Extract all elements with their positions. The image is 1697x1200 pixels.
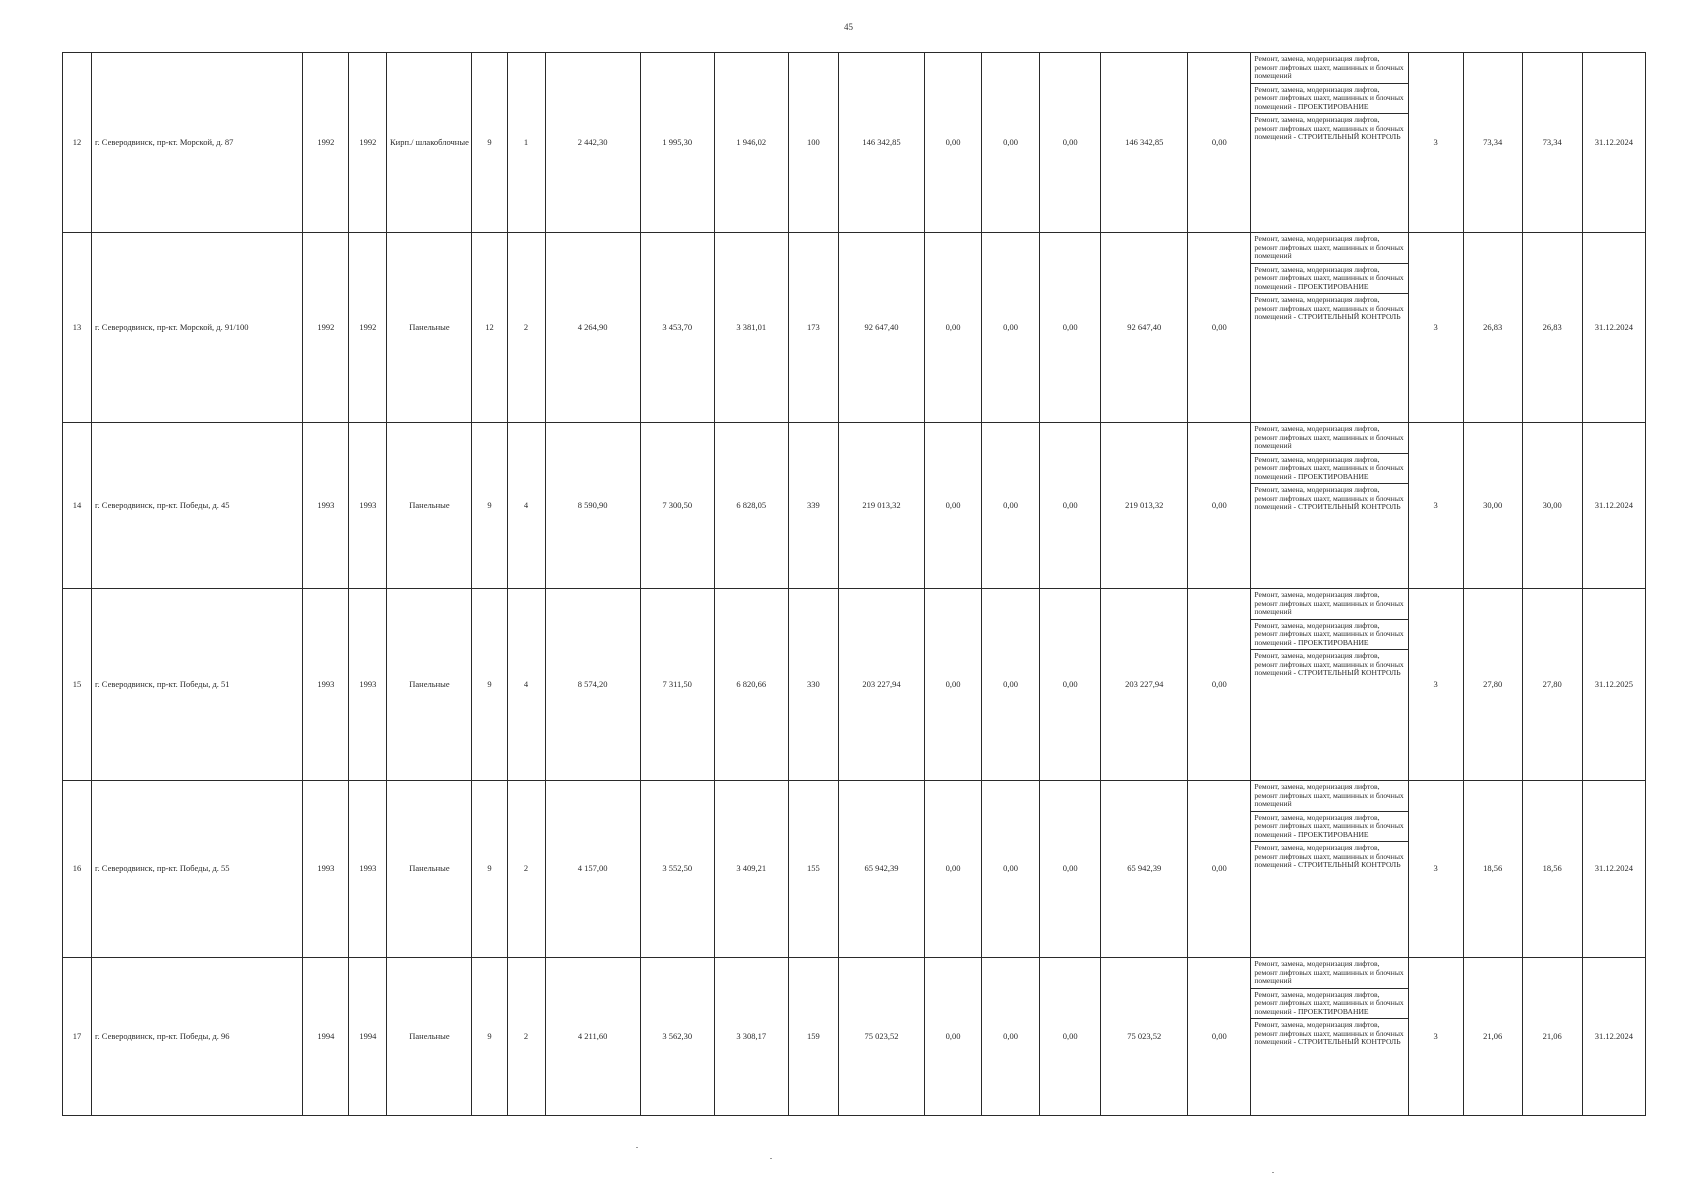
work-item: Ремонт, замена, модернизация лифтов, ремонт лифтовых шахт, машинных и блочных помещений - СТРОИТЕЛЬНЫЙ КОНТРОЛЬ — [1254, 115, 1404, 141]
works-count-cell: 3 — [1408, 589, 1463, 781]
cost-total-cell: 92 647,40 — [838, 233, 924, 423]
residential-area-cell: 6 820,66 — [714, 589, 788, 781]
cost-owners-cell: 65 942,39 — [1101, 781, 1188, 958]
work-item: Ремонт, замена, модернизация лифтов, ремонт лифтовых шахт, машинных и блочных помещений — [1251, 958, 1407, 989]
cost-local-cell: 0,00 — [1040, 958, 1101, 1116]
entrances-cell: 2 — [507, 958, 545, 1116]
row-number: 14 — [63, 423, 92, 589]
total-area-cell: 4 157,00 — [545, 781, 640, 958]
total-area-cell: 2 442,30 — [545, 53, 640, 233]
max-cost-cell: 30,00 — [1522, 423, 1582, 589]
cost-other-cell: 0,00 — [1188, 958, 1251, 1116]
specific-cost-cell: 30,00 — [1463, 423, 1522, 589]
scan-speck — [1272, 1172, 1274, 1173]
cost-regional-cell: 0,00 — [982, 53, 1040, 233]
page-number: 45 — [844, 22, 853, 32]
year-built-cell: 1993 — [303, 781, 349, 958]
work-item: Ремонт, замена, модернизация лифтов, ремонт лифтовых шахт, машинных и блочных помещений - ПРОЕКТИРОВАНИЕ — [1251, 264, 1407, 295]
works-count-cell: 3 — [1408, 53, 1463, 233]
year-built-cell: 1994 — [303, 958, 349, 1116]
cost-other-cell: 0,00 — [1188, 423, 1251, 589]
entrances-cell: 2 — [507, 233, 545, 423]
total-area-cell: 4 264,90 — [545, 233, 640, 423]
total-area-cell: 4 211,60 — [545, 958, 640, 1116]
work-item: Ремонт, замена, модернизация лифтов, ремонт лифтовых шахт, машинных и блочных помещений — [1251, 589, 1407, 620]
row-number: 15 — [63, 589, 92, 781]
residential-area-cell: 3 409,21 — [714, 781, 788, 958]
floors-cell: 9 — [472, 958, 507, 1116]
work-item: Ремонт, замена, модернизация лифтов, ремонт лифтовых шахт, машинных и блочных помещений - СТРОИТЕЛЬНЫЙ КОНТРОЛЬ — [1254, 651, 1404, 677]
floors-cell: 9 — [472, 423, 507, 589]
work-item: Ремонт, замена, модернизация лифтов, ремонт лифтовых шахт, машинных и блочных помещений - ПРОЕКТИРОВАНИЕ — [1251, 454, 1407, 485]
year-commissioned-cell: 1992 — [349, 233, 387, 423]
cost-federal-cell: 0,00 — [924, 589, 981, 781]
work-item: Ремонт, замена, модернизация лифтов, ремонт лифтовых шахт, машинных и блочных помещений — [1251, 423, 1407, 454]
premises-area-cell: 1 995,30 — [640, 53, 714, 233]
works-count-cell: 3 — [1408, 423, 1463, 589]
deadline-cell: 31.12.2024 — [1582, 233, 1645, 423]
residents-cell: 173 — [788, 233, 838, 423]
wall-material-cell: Панельные — [387, 781, 472, 958]
premises-area-cell: 7 300,50 — [640, 423, 714, 589]
specific-cost-cell: 27,80 — [1463, 589, 1522, 781]
year-built-cell: 1992 — [303, 233, 349, 423]
cost-regional-cell: 0,00 — [982, 958, 1040, 1116]
max-cost-cell: 18,56 — [1522, 781, 1582, 958]
cost-local-cell: 0,00 — [1040, 781, 1101, 958]
cost-regional-cell: 0,00 — [982, 233, 1040, 423]
row-number: 13 — [63, 233, 92, 423]
row-number: 17 — [63, 958, 92, 1116]
floors-cell: 9 — [472, 589, 507, 781]
cost-total-cell: 75 023,52 — [838, 958, 924, 1116]
cost-total-cell: 219 013,32 — [838, 423, 924, 589]
year-commissioned-cell: 1992 — [349, 53, 387, 233]
cost-other-cell: 0,00 — [1188, 233, 1251, 423]
scan-speck — [636, 1147, 638, 1148]
entrances-cell: 4 — [507, 589, 545, 781]
residential-area-cell: 3 308,17 — [714, 958, 788, 1116]
cost-federal-cell: 0,00 — [924, 781, 981, 958]
works-cell — [1251, 233, 1408, 423]
residents-cell: 100 — [788, 53, 838, 233]
wall-material-cell: Кирп./ шлакоблочные — [387, 53, 472, 233]
premises-area-cell: 3 453,70 — [640, 233, 714, 423]
work-item: Ремонт, замена, модернизация лифтов, ремонт лифтовых шахт, машинных и блочных помещений - ПРОЕКТИРОВАНИЕ — [1251, 989, 1407, 1020]
residents-cell: 339 — [788, 423, 838, 589]
cost-federal-cell: 0,00 — [924, 958, 981, 1116]
table-row — [63, 589, 1646, 781]
deadline-cell: 31.12.2025 — [1582, 589, 1645, 781]
year-commissioned-cell: 1993 — [349, 589, 387, 781]
cost-owners-cell: 75 023,52 — [1101, 958, 1188, 1116]
works-cell — [1251, 53, 1408, 233]
total-area-cell: 8 590,90 — [545, 423, 640, 589]
floors-cell: 9 — [472, 781, 507, 958]
deadline-cell: 31.12.2024 — [1582, 423, 1645, 589]
max-cost-cell: 26,83 — [1522, 233, 1582, 423]
address-cell: г. Северодвинск, пр-кт. Морской, д. 91/100 — [92, 233, 303, 423]
cost-federal-cell: 0,00 — [924, 233, 981, 423]
works-cell — [1251, 958, 1408, 1116]
year-built-cell: 1992 — [303, 53, 349, 233]
cost-other-cell: 0,00 — [1188, 589, 1251, 781]
residents-cell: 155 — [788, 781, 838, 958]
works-cell — [1251, 589, 1408, 781]
floors-cell: 12 — [472, 233, 507, 423]
work-item: Ремонт, замена, модернизация лифтов, ремонт лифтовых шахт, машинных и блочных помещений - ПРОЕКТИРОВАНИЕ — [1251, 620, 1407, 651]
work-item: Ремонт, замена, модернизация лифтов, ремонт лифтовых шахт, машинных и блочных помещений — [1251, 53, 1407, 84]
year-built-cell: 1993 — [303, 589, 349, 781]
work-item: Ремонт, замена, модернизация лифтов, ремонт лифтовых шахт, машинных и блочных помещений - СТРОИТЕЛЬНЫЙ КОНТРОЛЬ — [1254, 1020, 1404, 1046]
repair-program-table — [62, 52, 1646, 1116]
specific-cost-cell: 21,06 — [1463, 958, 1522, 1116]
address-cell: г. Северодвинск, пр-кт. Победы, д. 51 — [92, 589, 303, 781]
cost-total-cell: 203 227,94 — [838, 589, 924, 781]
cost-local-cell: 0,00 — [1040, 423, 1101, 589]
cost-owners-cell: 92 647,40 — [1101, 233, 1188, 423]
cost-total-cell: 65 942,39 — [838, 781, 924, 958]
row-number: 16 — [63, 781, 92, 958]
cost-local-cell: 0,00 — [1040, 53, 1101, 233]
specific-cost-cell: 26,83 — [1463, 233, 1522, 423]
cost-regional-cell: 0,00 — [982, 781, 1040, 958]
address-cell: г. Северодвинск, пр-кт. Победы, д. 55 — [92, 781, 303, 958]
cost-owners-cell: 146 342,85 — [1101, 53, 1188, 233]
table-row — [63, 958, 1646, 1116]
table-row — [63, 781, 1646, 958]
works-cell — [1251, 423, 1408, 589]
max-cost-cell: 27,80 — [1522, 589, 1582, 781]
cost-owners-cell: 203 227,94 — [1101, 589, 1188, 781]
max-cost-cell: 21,06 — [1522, 958, 1582, 1116]
address-cell: г. Северодвинск, пр-кт. Победы, д. 45 — [92, 423, 303, 589]
cost-owners-cell: 219 013,32 — [1101, 423, 1188, 589]
table-row — [63, 233, 1646, 423]
residential-area-cell: 3 381,01 — [714, 233, 788, 423]
premises-area-cell: 3 552,50 — [640, 781, 714, 958]
wall-material-cell: Панельные — [387, 958, 472, 1116]
residents-cell: 159 — [788, 958, 838, 1116]
floors-cell: 9 — [472, 53, 507, 233]
cost-federal-cell: 0,00 — [924, 423, 981, 589]
year-commissioned-cell: 1994 — [349, 958, 387, 1116]
year-commissioned-cell: 1993 — [349, 423, 387, 589]
table-row — [63, 423, 1646, 589]
work-item: Ремонт, замена, модернизация лифтов, ремонт лифтовых шахт, машинных и блочных помещений - СТРОИТЕЛЬНЫЙ КОНТРОЛЬ — [1254, 485, 1404, 511]
cost-total-cell: 146 342,85 — [838, 53, 924, 233]
cost-regional-cell: 0,00 — [982, 423, 1040, 589]
year-built-cell: 1993 — [303, 423, 349, 589]
works-count-cell: 3 — [1408, 233, 1463, 423]
deadline-cell: 31.12.2024 — [1582, 958, 1645, 1116]
cost-local-cell: 0,00 — [1040, 233, 1101, 423]
address-cell: г. Северодвинск, пр-кт. Морской, д. 87 — [92, 53, 303, 233]
work-item: Ремонт, замена, модернизация лифтов, ремонт лифтовых шахт, машинных и блочных помещений - СТРОИТЕЛЬНЫЙ КОНТРОЛЬ — [1254, 843, 1404, 869]
cost-other-cell: 0,00 — [1188, 53, 1251, 233]
work-item: Ремонт, замена, модернизация лифтов, ремонт лифтовых шахт, машинных и блочных помещений - ПРОЕКТИРОВАНИЕ — [1251, 812, 1407, 843]
total-area-cell: 8 574,20 — [545, 589, 640, 781]
works-count-cell: 3 — [1408, 958, 1463, 1116]
works-count-cell: 3 — [1408, 781, 1463, 958]
work-item: Ремонт, замена, модернизация лифтов, ремонт лифтовых шахт, машинных и блочных помещений — [1251, 233, 1407, 264]
wall-material-cell: Панельные — [387, 233, 472, 423]
work-item: Ремонт, замена, модернизация лифтов, ремонт лифтовых шахт, машинных и блочных помещений — [1251, 781, 1407, 812]
table-row — [63, 53, 1646, 233]
row-number: 12 — [63, 53, 92, 233]
premises-area-cell: 3 562,30 — [640, 958, 714, 1116]
residential-area-cell: 1 946,02 — [714, 53, 788, 233]
cost-federal-cell: 0,00 — [924, 53, 981, 233]
wall-material-cell: Панельные — [387, 423, 472, 589]
entrances-cell: 1 — [507, 53, 545, 233]
specific-cost-cell: 73,34 — [1463, 53, 1522, 233]
residential-area-cell: 6 828,05 — [714, 423, 788, 589]
works-cell — [1251, 781, 1408, 958]
work-item: Ремонт, замена, модернизация лифтов, ремонт лифтовых шахт, машинных и блочных помещений - ПРОЕКТИРОВАНИЕ — [1251, 84, 1407, 115]
wall-material-cell: Панельные — [387, 589, 472, 781]
premises-area-cell: 7 311,50 — [640, 589, 714, 781]
entrances-cell: 2 — [507, 781, 545, 958]
cost-regional-cell: 0,00 — [982, 589, 1040, 781]
entrances-cell: 4 — [507, 423, 545, 589]
specific-cost-cell: 18,56 — [1463, 781, 1522, 958]
cost-local-cell: 0,00 — [1040, 589, 1101, 781]
max-cost-cell: 73,34 — [1522, 53, 1582, 233]
year-commissioned-cell: 1993 — [349, 781, 387, 958]
work-item: Ремонт, замена, модернизация лифтов, ремонт лифтовых шахт, машинных и блочных помещений - СТРОИТЕЛЬНЫЙ КОНТРОЛЬ — [1254, 295, 1404, 321]
deadline-cell: 31.12.2024 — [1582, 53, 1645, 233]
residents-cell: 330 — [788, 589, 838, 781]
cost-other-cell: 0,00 — [1188, 781, 1251, 958]
scan-speck — [770, 1158, 772, 1159]
address-cell: г. Северодвинск, пр-кт. Победы, д. 96 — [92, 958, 303, 1116]
deadline-cell: 31.12.2024 — [1582, 781, 1645, 958]
